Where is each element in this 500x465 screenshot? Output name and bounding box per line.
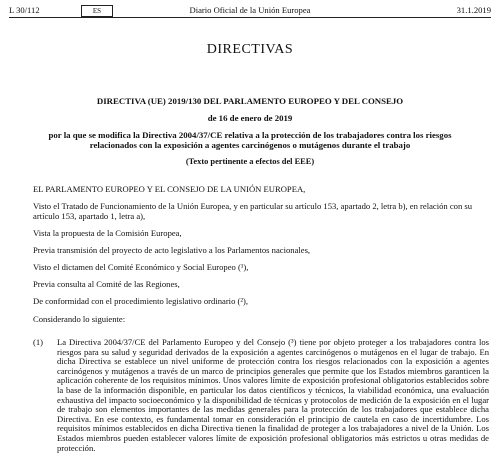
preamble-paragraph: Previa transmisión del proyecto de acto legislativo a los Parlamentos nacionales, [33,245,311,255]
directive-title: DIRECTIVA (UE) 2019/130 DEL PARLAMENTO EUROPEO Y DEL CONSEJO [96,96,404,106]
preamble-paragraph: Visto el dictamen del Comité Económico y Social Europeo (¹), [33,262,249,272]
section-title: DIRECTIVAS [206,42,294,57]
preamble-heading: EL PARLAMENTO EUROPEO Y EL CONSEJO DE LA UNIÓN EUROPEA, [33,184,306,194]
publication-date: 31.1.2019 [456,5,491,15]
header-rule [9,17,491,18]
directive-subject: por la que se modifica la Directiva 2004/37/CE relativa a la protección de los trabajadores contra los riesgos relacionados con la exposición a agentes carcinógenos o mutágenos durante el trabajo [48,130,452,150]
page-reference: L 30/112 [9,5,40,15]
preamble-paragraph: Visto el Tratado de Funcionamiento de la Unión Europea, y en particular su artículo 153, apartado 2, letra b), en relación con su artículo 153, apartado 1, letra a), [33,201,473,221]
recital-text: La Directiva 2004/37/CE del Parlamento Europeo y del Consejo (³) tiene por objeto proteger a los trabajadores contra los riesgos para su salud y seguridad derivados de la exposición a agentes carcinógenos o mutágenos en el lugar de trabajo. En dicha Directiva se establece un nivel uniforme de protección contra los riesgos relacionados con la exposición a agentes carcinógenos y mutágenos a través de un marco de principios generales que permite que los Estados miembros garanticen la aplicación coherente de los requisitos mínimos. Unos valores límite de exposición profesional obligatorios establecidos sobre la base de la información disponible, en particular los datos científicos y técnicos, la viabilidad económica, una evaluación exhaustiva del impacto socioeconómico y la disponibilidad de técnicas y protocolos de medición de la exposición en el lugar de trabajo son elementos importantes de las medidas generales para la protección de los trabajadores que establece dicha Directiva. En ese contexto, es fundamental tomar en consideración el principio de cautela en caso de incertidumbre. Los requisitos mínimos establecidos en dicha Directiva tienen la finalidad de proteger a los trabajadores a nivel de la Unión. Los Estados miembros pueden establecer valores límite de exposición profesional obligatorios más estrictos u otras medidas de protección. [57,337,489,453]
preamble-paragraph: De conformidad con el procedimiento legislativo ordinario (²), [33,296,248,306]
eea-note: (Texto pertinente a efectos del EEE) [185,157,315,166]
preamble-paragraph: Previa consulta al Comité de las Regiones, [33,279,180,289]
directive-date: de 16 de enero de 2019 [207,113,293,123]
preamble-paragraph: Vista la propuesta de la Comisión Europea, [33,228,182,238]
preamble-paragraph: Considerando lo siguiente: [33,314,126,324]
journal-name: Diario Oficial de la Unión Europea [189,5,311,15]
recital-number: (1) [33,337,44,347]
language-badge: ES [81,5,113,17]
